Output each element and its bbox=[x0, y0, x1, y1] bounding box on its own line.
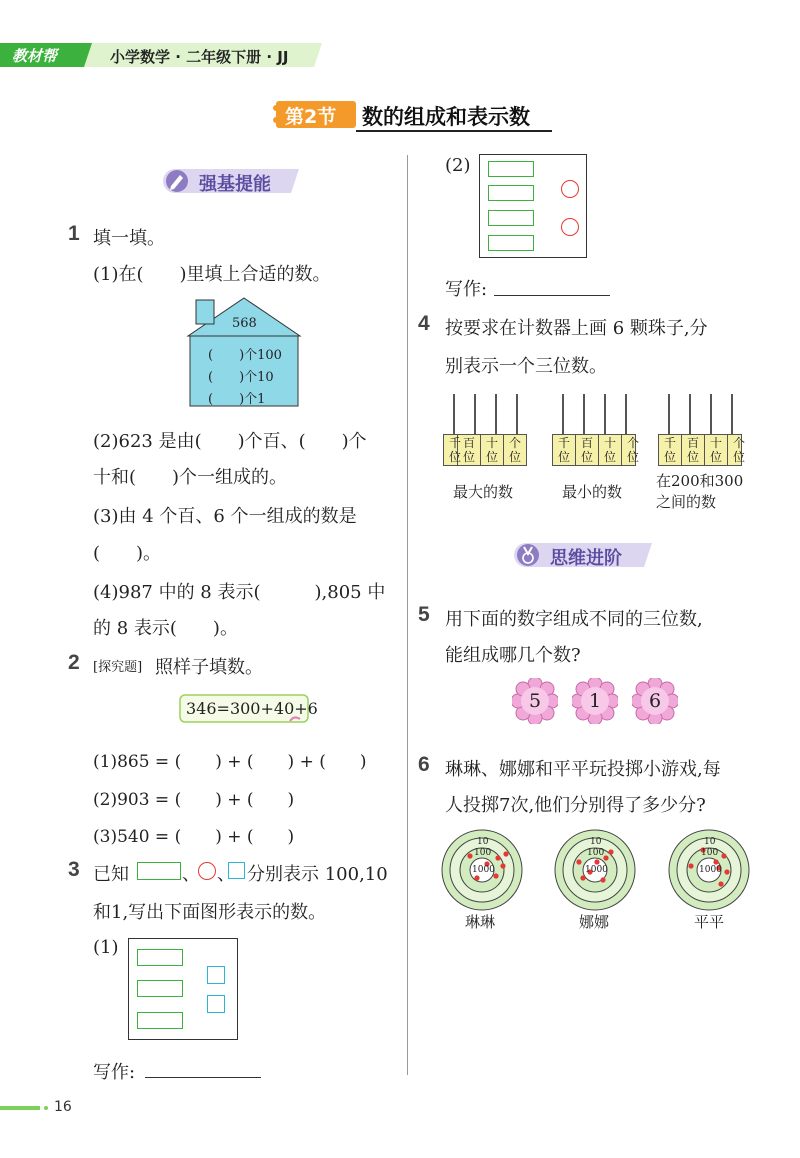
caption-largest: 最大的数 bbox=[453, 483, 514, 501]
name-nana: 娜娜 bbox=[579, 913, 610, 931]
q3-sep2: 、 bbox=[217, 864, 235, 885]
place-label: 十位 bbox=[481, 435, 504, 465]
q1-number: 1 bbox=[68, 222, 80, 245]
q6-number: 6 bbox=[418, 753, 430, 776]
ring-label-10: 10 bbox=[704, 837, 716, 847]
red-circle-symbol bbox=[198, 862, 216, 880]
q4-number: 4 bbox=[418, 312, 430, 335]
column-divider bbox=[407, 155, 408, 1075]
section-label: 第2节 bbox=[285, 106, 337, 128]
fig2-green-rect bbox=[488, 185, 534, 201]
q4-line1: 按要求在计数器上画 6 颗珠子,分 bbox=[445, 318, 708, 339]
q3-answer-line-1[interactable] bbox=[145, 1077, 261, 1078]
house-top-number: 568 bbox=[232, 316, 257, 331]
house-row-1: ( )个100 bbox=[208, 348, 282, 363]
ring-label-100: 100 bbox=[587, 848, 605, 858]
q1-part4a: (4)987 中的 8 表示( ),805 中 bbox=[93, 582, 386, 603]
q2-number: 2 bbox=[68, 651, 80, 674]
place-label: 千位 bbox=[553, 435, 576, 465]
ring-label-1000: 1000 bbox=[699, 865, 722, 875]
place-label: 百位 bbox=[458, 435, 481, 465]
abacus-3 bbox=[655, 390, 745, 468]
flower-digit bbox=[632, 678, 678, 724]
tag-basic bbox=[163, 167, 303, 195]
q3-write-label-1: 写作: bbox=[93, 1062, 136, 1083]
fig2-green-rect bbox=[488, 161, 534, 177]
fig1-blue-square bbox=[207, 966, 225, 984]
q3-known-tail: 分别表示 100,10 bbox=[247, 864, 388, 885]
q1-part1: (1)在( )里填上合适的数。 bbox=[93, 264, 331, 285]
q2-line-1: (1)865 = ( ) + ( ) + ( ) bbox=[93, 752, 367, 772]
place-label: 十位 bbox=[705, 435, 728, 465]
header-badge: 教材帮 bbox=[12, 47, 58, 65]
name-linlin: 琳琳 bbox=[465, 913, 496, 931]
q3-fig1-label: (1) bbox=[93, 937, 119, 958]
footer-dot bbox=[44, 1106, 48, 1110]
q1-stem: 填一填。 bbox=[93, 228, 165, 249]
q3-line2: 和1,写出下面图形表示的数。 bbox=[93, 902, 327, 923]
fig1-blue-square bbox=[207, 995, 225, 1013]
green-rect-symbol bbox=[137, 862, 181, 880]
section-heading bbox=[272, 98, 554, 132]
place-label: 千位 bbox=[659, 435, 682, 465]
q4-line2: 别表示一个三位数。 bbox=[445, 356, 607, 377]
pencil-icon bbox=[166, 170, 188, 192]
place-label: 百位 bbox=[682, 435, 705, 465]
place-label: 个位 bbox=[508, 436, 521, 464]
place-label: 个位 bbox=[627, 436, 640, 464]
abacus-1-base bbox=[443, 434, 527, 466]
ring-label-10: 10 bbox=[590, 837, 602, 847]
q3-figure-1 bbox=[128, 938, 238, 1040]
q1-part2b: 十和( )个一组成的。 bbox=[93, 467, 288, 488]
q2-line-2: (2)903 = ( ) + ( ) bbox=[93, 790, 295, 810]
fig2-green-rect bbox=[488, 210, 534, 226]
q6-line1: 琳琳、娜娜和平平玩投掷小游戏,每 bbox=[445, 759, 721, 780]
caption-between-1: 在200和300 bbox=[656, 472, 744, 490]
q2-example: 346=300+40+6 bbox=[186, 699, 318, 718]
fig1-green-rect bbox=[137, 980, 183, 997]
page-number: 16 bbox=[54, 1099, 72, 1115]
q3-sep1: 、 bbox=[182, 864, 200, 885]
place-label: 十位 bbox=[599, 435, 622, 465]
q2-tag: [探究题] bbox=[93, 660, 143, 675]
ring-label-100: 100 bbox=[474, 848, 492, 858]
medal-icon bbox=[517, 544, 539, 566]
place-label: 百位 bbox=[576, 435, 599, 465]
q3-answer-line-2[interactable] bbox=[494, 295, 610, 296]
fig1-green-rect bbox=[137, 1012, 183, 1029]
caption-between-2: 之间的数 bbox=[656, 493, 717, 511]
flower-digit bbox=[512, 678, 558, 724]
q1-part2a: (2)623 是由( )个百、( )个 bbox=[93, 431, 367, 452]
q3-known: 已知 bbox=[93, 864, 129, 885]
ring-label-100: 100 bbox=[701, 848, 719, 858]
abacus-2-base bbox=[552, 434, 640, 466]
q3-fig2-label: (2) bbox=[445, 155, 471, 176]
fig1-green-rect bbox=[137, 949, 183, 966]
house-figure bbox=[186, 296, 302, 408]
q5-number: 5 bbox=[418, 603, 430, 626]
house-row-3: ( )个1 bbox=[208, 392, 266, 407]
q1-part3a: (3)由 4 个百、6 个一组成的数是 bbox=[93, 506, 357, 527]
tag-advanced bbox=[514, 541, 656, 569]
abacus-2 bbox=[549, 390, 639, 468]
target-linlin bbox=[440, 828, 524, 912]
flower-digit bbox=[572, 678, 618, 724]
fig2-green-rect bbox=[488, 235, 534, 251]
q6-line2: 人投掷7次,他们分别得了多少分? bbox=[445, 795, 706, 816]
q5-line2: 能组成哪几个数? bbox=[445, 645, 581, 666]
tag-advanced-label: 思维进阶 bbox=[550, 548, 622, 569]
q5-line1: 用下面的数字组成不同的三位数, bbox=[445, 609, 703, 630]
flower-digit-label: 6 bbox=[649, 690, 662, 712]
ring-label-1000: 1000 bbox=[585, 865, 608, 875]
abacus-1 bbox=[440, 390, 530, 468]
q2-example-box bbox=[178, 693, 318, 725]
target-pingping bbox=[667, 828, 751, 912]
section-title: 数的组成和表示数 bbox=[362, 105, 530, 129]
flower-digit-label: 1 bbox=[589, 690, 602, 712]
house-row-2: ( )个10 bbox=[208, 370, 274, 385]
footer-bar bbox=[0, 1106, 40, 1110]
ring-label-10: 10 bbox=[477, 837, 489, 847]
flower-digit-label: 5 bbox=[529, 690, 542, 712]
header-title: 小学数学 · 二年级下册 · JJ bbox=[110, 48, 289, 66]
abacus-3-base bbox=[658, 434, 746, 466]
q1-part4b: 的 8 表示( )。 bbox=[93, 618, 238, 639]
place-label: 个位 bbox=[733, 436, 746, 464]
q2-stem: 照样子填数。 bbox=[155, 657, 263, 678]
target-nana bbox=[553, 828, 637, 912]
place-label: 千位 bbox=[444, 435, 458, 465]
q3-number: 3 bbox=[68, 858, 80, 881]
ring-label-1000: 1000 bbox=[472, 865, 495, 875]
name-pingping: 平平 bbox=[694, 913, 725, 931]
section-underline bbox=[356, 130, 552, 132]
q1-part3b: ( )。 bbox=[93, 543, 162, 564]
tag-basic-label: 强基提能 bbox=[199, 174, 271, 195]
q3-figure-2 bbox=[479, 154, 587, 258]
q2-line-3: (3)540 = ( ) + ( ) bbox=[93, 827, 295, 847]
fig2-red-circle bbox=[561, 180, 579, 198]
header-bar bbox=[0, 40, 330, 70]
blue-square-symbol bbox=[228, 862, 245, 879]
q3-write-label-2: 写作: bbox=[445, 279, 488, 300]
fig2-red-circle bbox=[561, 218, 579, 236]
caption-smallest: 最小的数 bbox=[562, 483, 623, 501]
